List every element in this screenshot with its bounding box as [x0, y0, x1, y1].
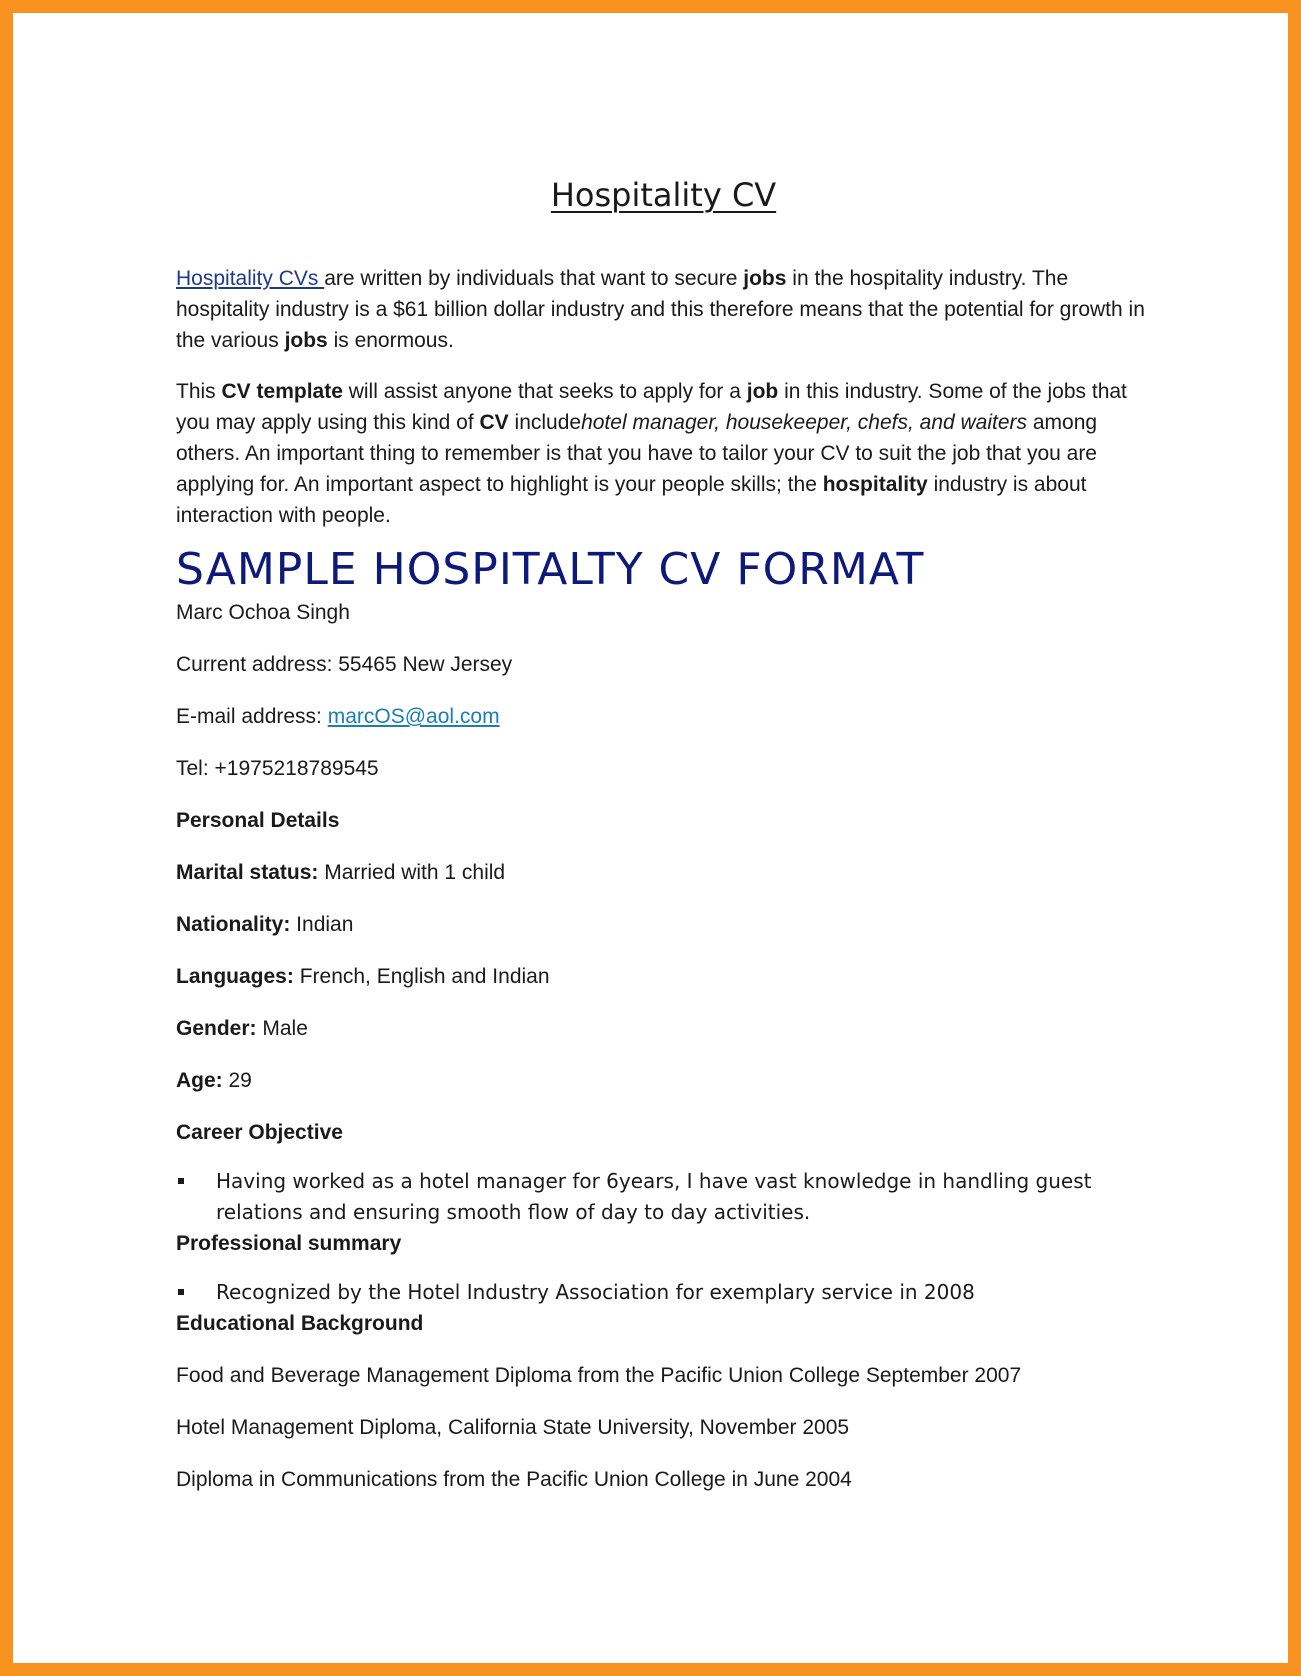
telephone: Tel: +1975218789545: [176, 757, 379, 780]
career-objective-list: [176, 1166, 1161, 1228]
email-line: E-mail address: marcOS@aol.com: [176, 705, 500, 728]
document-title: Hospitality CV: [550, 176, 777, 214]
nationality: Nationality: Indian: [176, 913, 354, 936]
professional-summary-list: [176, 1277, 1161, 1308]
education-heading: Educational Background: [176, 1312, 424, 1335]
languages: Languages: French, English and Indian: [176, 965, 550, 988]
career-objective-heading: Career Objective: [176, 1121, 343, 1144]
age: Age: 29: [176, 1069, 252, 1092]
personal-details-heading: Personal Details: [176, 809, 340, 832]
intro-paragraph-1: Hospitality CVs are written by individuals that want to secure jobs in the hospitality industry. The hospitality industry is a $61 billion dollar industry and this therefore means that the potential for growth in the various jobs is enormous.: [176, 267, 1145, 352]
professional-summary-heading: Professional summary: [176, 1232, 402, 1255]
education-item: Hotel Management Diploma, California State University, November 2005: [176, 1416, 850, 1439]
current-address: Current address: 55465 New Jersey: [176, 653, 513, 676]
bullet-square-icon: [178, 1289, 184, 1295]
document-body: [176, 163, 1161, 1495]
candidate-name: Marc Ochoa Singh: [176, 601, 350, 624]
education-item: Food and Beverage Management Diploma from the Pacific Union College September 2007: [176, 1364, 1022, 1387]
education-item: Diploma in Communications from the Pacific Union College in June 2004: [176, 1468, 852, 1491]
list-item: Recognized by the Hotel Industry Association for exemplary service in 2008: [176, 1277, 1161, 1308]
list-item: Having worked as a hotel manager for 6years, I have vast knowledge in handling guest relations and ensuring smooth flow of day to day activities.: [176, 1166, 1161, 1228]
bullet-square-icon: [178, 1178, 184, 1184]
section-heading: SAMPLE HOSPITALTY CV FORMAT: [176, 544, 925, 595]
intro-paragraph-2: This CV template will assist anyone that seeks to apply for a job in this industry. Some of the jobs that you may apply using this kind of CV includehotel manager, housekeeper, chefs, and waiters among others. An important thing to remember is that you have to tailor your CV to suit the job that you are applying for. An important aspect to highlight is your people skills; the hospitality industry is about interaction with people.: [176, 380, 1127, 527]
marital-status: Marital status: Married with 1 child: [176, 861, 506, 884]
hospitality-cvs-link[interactable]: Hospitality CVs: [176, 267, 325, 290]
email-link[interactable]: marcOS@aol.com: [327, 705, 500, 728]
gender: Gender: Male: [176, 1017, 308, 1040]
